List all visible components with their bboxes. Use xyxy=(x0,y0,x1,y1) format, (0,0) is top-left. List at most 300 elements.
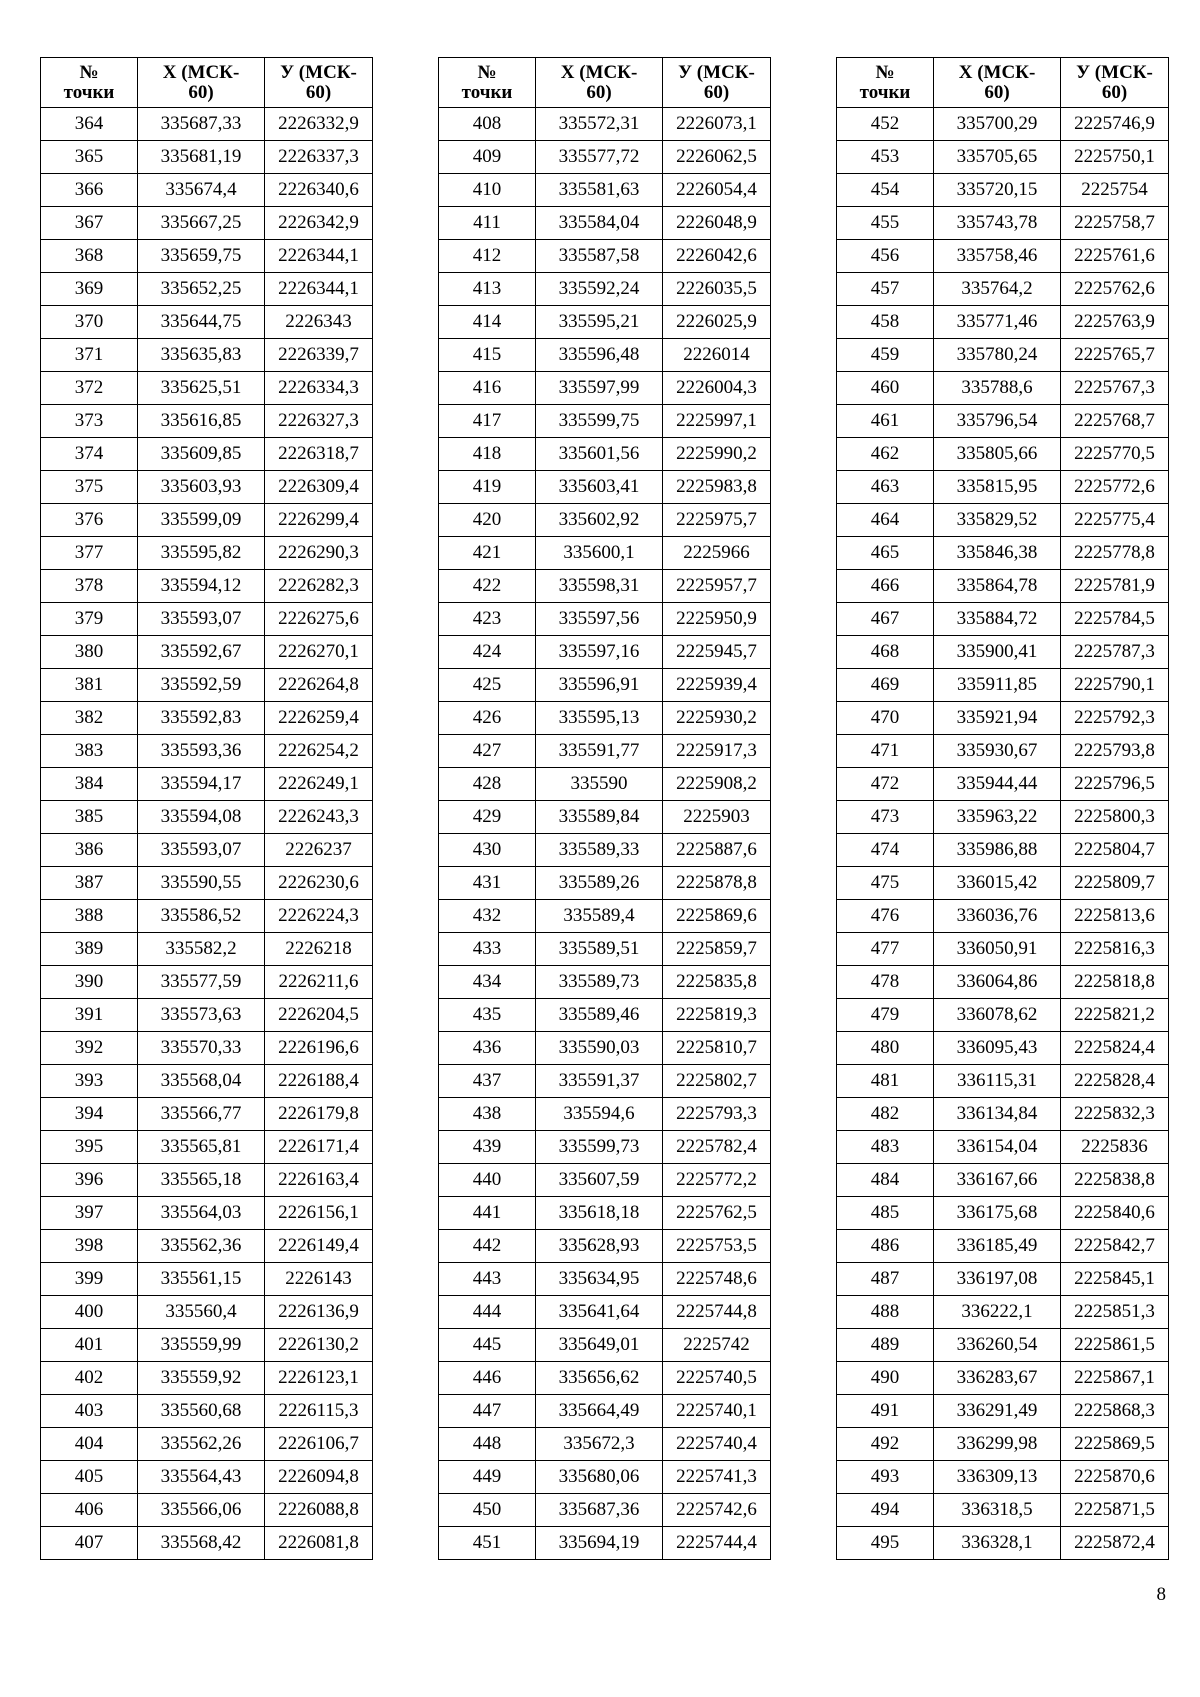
x-coordinate-cell: 335944,44 xyxy=(934,768,1061,801)
x-coordinate-cell: 336283,67 xyxy=(934,1362,1061,1395)
point-number-cell: 391 xyxy=(41,999,138,1032)
x-coordinate-cell: 335634,95 xyxy=(536,1263,663,1296)
x-coordinate-cell: 335667,25 xyxy=(138,207,265,240)
table-row xyxy=(439,1461,771,1494)
x-coordinate-cell: 335566,77 xyxy=(138,1098,265,1131)
x-coordinate-cell: 336154,04 xyxy=(934,1131,1061,1164)
y-coordinate-cell: 2226254,2 xyxy=(265,735,373,768)
y-coordinate-cell: 2225816,3 xyxy=(1061,933,1169,966)
point-number-cell: 423 xyxy=(439,603,536,636)
x-coordinate-cell: 335559,99 xyxy=(138,1329,265,1362)
table-row xyxy=(837,1428,1169,1461)
x-coordinate-cell: 335599,73 xyxy=(536,1131,663,1164)
y-coordinate-cell: 2226332,9 xyxy=(265,108,373,141)
x-coordinate-cell: 335796,54 xyxy=(934,405,1061,438)
point-number-cell: 436 xyxy=(439,1032,536,1065)
y-coordinate-cell: 2225821,2 xyxy=(1061,999,1169,1032)
point-number-cell: 375 xyxy=(41,471,138,504)
table-row xyxy=(439,1395,771,1428)
x-coordinate-cell: 335577,72 xyxy=(536,141,663,174)
table-row xyxy=(837,141,1169,174)
point-number-cell: 475 xyxy=(837,867,934,900)
x-coordinate-cell: 335590,03 xyxy=(536,1032,663,1065)
y-coordinate-cell: 2225836 xyxy=(1061,1131,1169,1164)
point-number-cell: 442 xyxy=(439,1230,536,1263)
point-number-cell: 368 xyxy=(41,240,138,273)
table-row xyxy=(439,174,771,207)
y-coordinate-cell: 2225796,5 xyxy=(1061,768,1169,801)
x-coordinate-cell: 335568,04 xyxy=(138,1065,265,1098)
point-number-cell: 389 xyxy=(41,933,138,966)
table-row xyxy=(439,1098,771,1131)
y-coordinate-cell: 2225762,6 xyxy=(1061,273,1169,306)
x-coordinate-cell: 335594,08 xyxy=(138,801,265,834)
x-coordinate-cell: 335598,31 xyxy=(536,570,663,603)
y-coordinate-cell: 2225861,5 xyxy=(1061,1329,1169,1362)
table-row xyxy=(41,933,373,966)
x-coordinate-cell: 335743,78 xyxy=(934,207,1061,240)
y-coordinate-cell: 2226318,7 xyxy=(265,438,373,471)
table-row xyxy=(837,1065,1169,1098)
point-number-header: № точки xyxy=(837,58,934,108)
table-row xyxy=(41,1065,373,1098)
x-coordinate-cell: 335607,59 xyxy=(536,1164,663,1197)
y-coordinate-cell: 2226340,6 xyxy=(265,174,373,207)
table-row xyxy=(837,1197,1169,1230)
table-row xyxy=(439,306,771,339)
y-coordinate-cell: 2225908,2 xyxy=(663,768,771,801)
x-coordinate-cell: 335628,93 xyxy=(536,1230,663,1263)
y-coordinate-cell: 2226218 xyxy=(265,933,373,966)
x-coordinate-cell: 336318,5 xyxy=(934,1494,1061,1527)
x-coordinate-cell: 335672,3 xyxy=(536,1428,663,1461)
y-coordinate-cell: 2225744,4 xyxy=(663,1527,771,1560)
point-number-cell: 478 xyxy=(837,966,934,999)
point-number-cell: 370 xyxy=(41,306,138,339)
x-coordinate-cell: 335921,94 xyxy=(934,702,1061,735)
y-coordinate-cell: 2225819,3 xyxy=(663,999,771,1032)
x-coordinate-cell: 335593,36 xyxy=(138,735,265,768)
table-row xyxy=(439,702,771,735)
y-coordinate-cell: 2225754 xyxy=(1061,174,1169,207)
x-coordinate-cell: 335592,59 xyxy=(138,669,265,702)
y-coordinate-cell: 2225741,3 xyxy=(663,1461,771,1494)
point-number-cell: 482 xyxy=(837,1098,934,1131)
table-row xyxy=(41,1527,373,1560)
table-row xyxy=(439,1329,771,1362)
x-coordinate-cell: 335565,81 xyxy=(138,1131,265,1164)
y-coordinate-cell: 2226342,9 xyxy=(265,207,373,240)
x-coordinate-cell: 335564,43 xyxy=(138,1461,265,1494)
y-coordinate-cell: 2225851,3 xyxy=(1061,1296,1169,1329)
point-number-cell: 416 xyxy=(439,372,536,405)
table-row xyxy=(837,603,1169,636)
y-coordinate-cell: 2225828,4 xyxy=(1061,1065,1169,1098)
point-number-cell: 404 xyxy=(41,1428,138,1461)
x-coordinate-cell: 335664,49 xyxy=(536,1395,663,1428)
x-coordinate-cell: 335771,46 xyxy=(934,306,1061,339)
point-number-cell: 384 xyxy=(41,768,138,801)
point-number-cell: 410 xyxy=(439,174,536,207)
y-coordinate-cell: 2226290,3 xyxy=(265,537,373,570)
x-coordinate-cell: 335572,31 xyxy=(536,108,663,141)
y-coordinate-cell: 2225802,7 xyxy=(663,1065,771,1098)
point-number-cell: 472 xyxy=(837,768,934,801)
x-coordinate-cell: 335641,64 xyxy=(536,1296,663,1329)
point-number-cell: 413 xyxy=(439,273,536,306)
y-coordinate-cell: 2225742 xyxy=(663,1329,771,1362)
y-coordinate-cell: 2225784,5 xyxy=(1061,603,1169,636)
y-coordinate-cell: 2225740,5 xyxy=(663,1362,771,1395)
point-number-cell: 388 xyxy=(41,900,138,933)
x-coordinate-cell: 335577,59 xyxy=(138,966,265,999)
table-row xyxy=(837,702,1169,735)
table-row xyxy=(41,1131,373,1164)
y-coordinate-cell: 2225983,8 xyxy=(663,471,771,504)
table-row xyxy=(439,603,771,636)
table-row xyxy=(837,801,1169,834)
x-coordinate-cell: 335590 xyxy=(536,768,663,801)
y-coordinate-cell: 2225818,8 xyxy=(1061,966,1169,999)
y-coordinate-cell: 2226143 xyxy=(265,1263,373,1296)
table-row xyxy=(837,339,1169,372)
y-coordinate-cell: 2225842,7 xyxy=(1061,1230,1169,1263)
x-coordinate-cell: 335581,63 xyxy=(536,174,663,207)
table-row xyxy=(439,801,771,834)
x-coordinate-cell: 335758,46 xyxy=(934,240,1061,273)
y-coordinate-cell: 2225761,6 xyxy=(1061,240,1169,273)
x-coordinate-cell: 335597,99 xyxy=(536,372,663,405)
table-row xyxy=(41,768,373,801)
y-coordinate-cell: 2225758,7 xyxy=(1061,207,1169,240)
point-number-cell: 374 xyxy=(41,438,138,471)
coordinates-table-3 xyxy=(836,57,1169,1560)
x-coordinate-cell: 335930,67 xyxy=(934,735,1061,768)
y-coordinate-cell: 2226211,6 xyxy=(265,966,373,999)
table-row xyxy=(41,174,373,207)
point-number-cell: 429 xyxy=(439,801,536,834)
point-number-cell: 431 xyxy=(439,867,536,900)
point-number-cell: 426 xyxy=(439,702,536,735)
point-number-cell: 470 xyxy=(837,702,934,735)
point-number-cell: 395 xyxy=(41,1131,138,1164)
x-coordinate-cell: 335595,21 xyxy=(536,306,663,339)
y-coordinate-cell: 2225800,3 xyxy=(1061,801,1169,834)
table-row xyxy=(41,273,373,306)
point-number-cell: 477 xyxy=(837,933,934,966)
point-number-cell: 464 xyxy=(837,504,934,537)
table-row xyxy=(41,900,373,933)
x-coordinate-cell: 335780,24 xyxy=(934,339,1061,372)
table-row xyxy=(837,669,1169,702)
point-number-cell: 489 xyxy=(837,1329,934,1362)
x-coordinate-cell: 335681,19 xyxy=(138,141,265,174)
y-coordinate-cell: 2225950,9 xyxy=(663,603,771,636)
point-number-cell: 377 xyxy=(41,537,138,570)
table-row xyxy=(439,966,771,999)
table-row xyxy=(41,471,373,504)
table-row xyxy=(41,1098,373,1131)
table-row xyxy=(41,867,373,900)
table-row xyxy=(439,1428,771,1461)
point-number-cell: 440 xyxy=(439,1164,536,1197)
x-coordinate-cell: 335694,19 xyxy=(536,1527,663,1560)
y-coordinate-cell: 2225838,8 xyxy=(1061,1164,1169,1197)
x-coordinate-cell: 335564,03 xyxy=(138,1197,265,1230)
x-coordinate-cell: 336015,42 xyxy=(934,867,1061,900)
point-number-cell: 454 xyxy=(837,174,934,207)
point-number-cell: 425 xyxy=(439,669,536,702)
table-row xyxy=(41,966,373,999)
table-row xyxy=(41,141,373,174)
x-coordinate-cell: 335625,51 xyxy=(138,372,265,405)
point-number-cell: 407 xyxy=(41,1527,138,1560)
y-coordinate-cell: 2226344,1 xyxy=(265,240,373,273)
y-coordinate-cell: 2225871,5 xyxy=(1061,1494,1169,1527)
x-coordinate-cell: 335609,85 xyxy=(138,438,265,471)
y-coordinate-cell: 2226171,4 xyxy=(265,1131,373,1164)
y-coordinate-cell: 2225867,1 xyxy=(1061,1362,1169,1395)
table-row xyxy=(41,240,373,273)
x-coordinate-cell: 335599,75 xyxy=(536,405,663,438)
y-coordinate-cell: 2225824,4 xyxy=(1061,1032,1169,1065)
table-row xyxy=(837,306,1169,339)
y-coordinate-cell: 2225809,7 xyxy=(1061,867,1169,900)
table-row xyxy=(837,834,1169,867)
point-number-cell: 414 xyxy=(439,306,536,339)
table-row xyxy=(837,636,1169,669)
y-coordinate-cell: 2226334,3 xyxy=(265,372,373,405)
table-row xyxy=(41,1032,373,1065)
table-row xyxy=(837,900,1169,933)
table-row xyxy=(837,1098,1169,1131)
x-coordinate-cell: 336309,13 xyxy=(934,1461,1061,1494)
table-row xyxy=(837,1032,1169,1065)
x-coordinate-cell: 335963,22 xyxy=(934,801,1061,834)
y-coordinate-cell: 2225748,6 xyxy=(663,1263,771,1296)
x-coordinate-cell: 335595,13 xyxy=(536,702,663,735)
x-coordinate-cell: 335805,66 xyxy=(934,438,1061,471)
table-row xyxy=(41,537,373,570)
x-coordinate-cell: 335603,41 xyxy=(536,471,663,504)
table-row xyxy=(439,1263,771,1296)
y-coordinate-header: У (МСК- 60) xyxy=(265,58,373,108)
y-coordinate-cell: 2225997,1 xyxy=(663,405,771,438)
x-coordinate-cell: 336197,08 xyxy=(934,1263,1061,1296)
table-row xyxy=(439,933,771,966)
table-row xyxy=(837,1527,1169,1560)
point-number-cell: 420 xyxy=(439,504,536,537)
point-number-cell: 383 xyxy=(41,735,138,768)
point-number-cell: 459 xyxy=(837,339,934,372)
point-number-cell: 494 xyxy=(837,1494,934,1527)
point-number-cell: 462 xyxy=(837,438,934,471)
x-coordinate-cell: 335846,38 xyxy=(934,537,1061,570)
point-number-cell: 432 xyxy=(439,900,536,933)
x-coordinate-cell: 335560,4 xyxy=(138,1296,265,1329)
table-row xyxy=(41,999,373,1032)
table-row xyxy=(837,735,1169,768)
table-row xyxy=(837,174,1169,207)
y-coordinate-cell: 2226163,4 xyxy=(265,1164,373,1197)
point-number-cell: 488 xyxy=(837,1296,934,1329)
y-coordinate-cell: 2226249,1 xyxy=(265,768,373,801)
x-coordinate-cell: 335597,16 xyxy=(536,636,663,669)
x-coordinate-cell: 336299,98 xyxy=(934,1428,1061,1461)
table-row xyxy=(41,1329,373,1362)
point-number-cell: 418 xyxy=(439,438,536,471)
point-number-cell: 400 xyxy=(41,1296,138,1329)
table-row xyxy=(41,1263,373,1296)
table-row xyxy=(41,1296,373,1329)
table-row xyxy=(41,636,373,669)
point-number-cell: 411 xyxy=(439,207,536,240)
y-coordinate-cell: 2225753,5 xyxy=(663,1230,771,1263)
point-number-cell: 466 xyxy=(837,570,934,603)
y-coordinate-cell: 2225768,7 xyxy=(1061,405,1169,438)
y-coordinate-cell: 2226264,8 xyxy=(265,669,373,702)
x-coordinate-cell: 335566,06 xyxy=(138,1494,265,1527)
point-number-cell: 393 xyxy=(41,1065,138,1098)
y-coordinate-cell: 2225870,6 xyxy=(1061,1461,1169,1494)
point-number-cell: 398 xyxy=(41,1230,138,1263)
table-row xyxy=(837,1164,1169,1197)
table-row xyxy=(837,768,1169,801)
table-row xyxy=(439,570,771,603)
point-number-header: № точки xyxy=(439,58,536,108)
x-coordinate-cell: 335687,33 xyxy=(138,108,265,141)
x-coordinate-cell: 336078,62 xyxy=(934,999,1061,1032)
table-row xyxy=(837,933,1169,966)
point-number-cell: 412 xyxy=(439,240,536,273)
table-row xyxy=(41,1164,373,1197)
y-coordinate-cell: 2225835,8 xyxy=(663,966,771,999)
table-row xyxy=(837,1131,1169,1164)
y-coordinate-cell: 2225750,1 xyxy=(1061,141,1169,174)
y-coordinate-cell: 2225765,7 xyxy=(1061,339,1169,372)
point-number-cell: 467 xyxy=(837,603,934,636)
y-coordinate-cell: 2226275,6 xyxy=(265,603,373,636)
y-coordinate-cell: 2226136,9 xyxy=(265,1296,373,1329)
x-coordinate-cell: 335864,78 xyxy=(934,570,1061,603)
point-number-header: № точки xyxy=(41,58,138,108)
point-number-cell: 392 xyxy=(41,1032,138,1065)
point-number-cell: 437 xyxy=(439,1065,536,1098)
y-coordinate-cell: 2226243,3 xyxy=(265,801,373,834)
point-number-cell: 424 xyxy=(439,636,536,669)
x-coordinate-cell: 335589,73 xyxy=(536,966,663,999)
point-number-cell: 369 xyxy=(41,273,138,306)
table-row xyxy=(41,405,373,438)
point-number-cell: 455 xyxy=(837,207,934,240)
point-number-cell: 468 xyxy=(837,636,934,669)
y-coordinate-cell: 2226309,4 xyxy=(265,471,373,504)
table-row xyxy=(439,1230,771,1263)
point-number-cell: 371 xyxy=(41,339,138,372)
y-coordinate-cell: 2225975,7 xyxy=(663,504,771,537)
point-number-cell: 471 xyxy=(837,735,934,768)
y-coordinate-cell: 2225869,5 xyxy=(1061,1428,1169,1461)
x-coordinate-cell: 335593,07 xyxy=(138,834,265,867)
x-coordinate-cell: 335595,82 xyxy=(138,537,265,570)
point-number-cell: 441 xyxy=(439,1197,536,1230)
x-coordinate-cell: 335565,18 xyxy=(138,1164,265,1197)
table-row xyxy=(439,768,771,801)
x-coordinate-cell: 335594,6 xyxy=(536,1098,663,1131)
point-number-cell: 381 xyxy=(41,669,138,702)
table-row xyxy=(439,273,771,306)
y-coordinate-cell: 2226094,8 xyxy=(265,1461,373,1494)
y-coordinate-cell: 2225793,3 xyxy=(663,1098,771,1131)
y-coordinate-cell: 2226299,4 xyxy=(265,504,373,537)
y-coordinate-cell: 2225810,7 xyxy=(663,1032,771,1065)
x-coordinate-cell: 335587,58 xyxy=(536,240,663,273)
x-coordinate-cell: 335589,84 xyxy=(536,801,663,834)
x-coordinate-header: Х (МСК- 60) xyxy=(536,58,663,108)
y-coordinate-cell: 2226270,1 xyxy=(265,636,373,669)
y-coordinate-cell: 2226224,3 xyxy=(265,900,373,933)
x-coordinate-cell: 335700,29 xyxy=(934,108,1061,141)
y-coordinate-cell: 2225840,6 xyxy=(1061,1197,1169,1230)
table-row xyxy=(439,240,771,273)
y-coordinate-cell: 2226035,5 xyxy=(663,273,771,306)
y-coordinate-cell: 2225740,4 xyxy=(663,1428,771,1461)
table-row xyxy=(837,1494,1169,1527)
y-coordinate-cell: 2225813,6 xyxy=(1061,900,1169,933)
y-coordinate-cell: 2225903 xyxy=(663,801,771,834)
point-number-cell: 484 xyxy=(837,1164,934,1197)
x-coordinate-cell: 336167,66 xyxy=(934,1164,1061,1197)
x-coordinate-cell: 335589,26 xyxy=(536,867,663,900)
y-coordinate-cell: 2225762,5 xyxy=(663,1197,771,1230)
point-number-cell: 445 xyxy=(439,1329,536,1362)
table-row xyxy=(837,1296,1169,1329)
point-number-cell: 417 xyxy=(439,405,536,438)
y-coordinate-cell: 2225782,4 xyxy=(663,1131,771,1164)
y-coordinate-header: У (МСК- 60) xyxy=(1061,58,1169,108)
point-number-cell: 367 xyxy=(41,207,138,240)
y-coordinate-cell: 2225957,7 xyxy=(663,570,771,603)
table-row xyxy=(439,1494,771,1527)
y-coordinate-cell: 2226149,4 xyxy=(265,1230,373,1263)
table-row xyxy=(837,1362,1169,1395)
point-number-cell: 449 xyxy=(439,1461,536,1494)
table-row xyxy=(41,306,373,339)
x-coordinate-cell: 335602,92 xyxy=(536,504,663,537)
x-coordinate-cell: 335589,46 xyxy=(536,999,663,1032)
table-row xyxy=(837,1329,1169,1362)
x-coordinate-cell: 335584,04 xyxy=(536,207,663,240)
point-number-cell: 452 xyxy=(837,108,934,141)
y-coordinate-cell: 2225930,2 xyxy=(663,702,771,735)
table-row xyxy=(439,372,771,405)
point-number-cell: 427 xyxy=(439,735,536,768)
point-number-cell: 394 xyxy=(41,1098,138,1131)
y-coordinate-cell: 2225878,8 xyxy=(663,867,771,900)
x-coordinate-cell: 335589,51 xyxy=(536,933,663,966)
y-coordinate-cell: 2225872,4 xyxy=(1061,1527,1169,1560)
table-row xyxy=(439,1527,771,1560)
y-coordinate-cell: 2225939,4 xyxy=(663,669,771,702)
x-coordinate-cell: 335674,4 xyxy=(138,174,265,207)
table-row xyxy=(439,405,771,438)
table-row xyxy=(439,1164,771,1197)
point-number-cell: 491 xyxy=(837,1395,934,1428)
y-coordinate-cell: 2226106,7 xyxy=(265,1428,373,1461)
point-number-cell: 463 xyxy=(837,471,934,504)
x-coordinate-cell: 335582,2 xyxy=(138,933,265,966)
point-number-cell: 386 xyxy=(41,834,138,867)
